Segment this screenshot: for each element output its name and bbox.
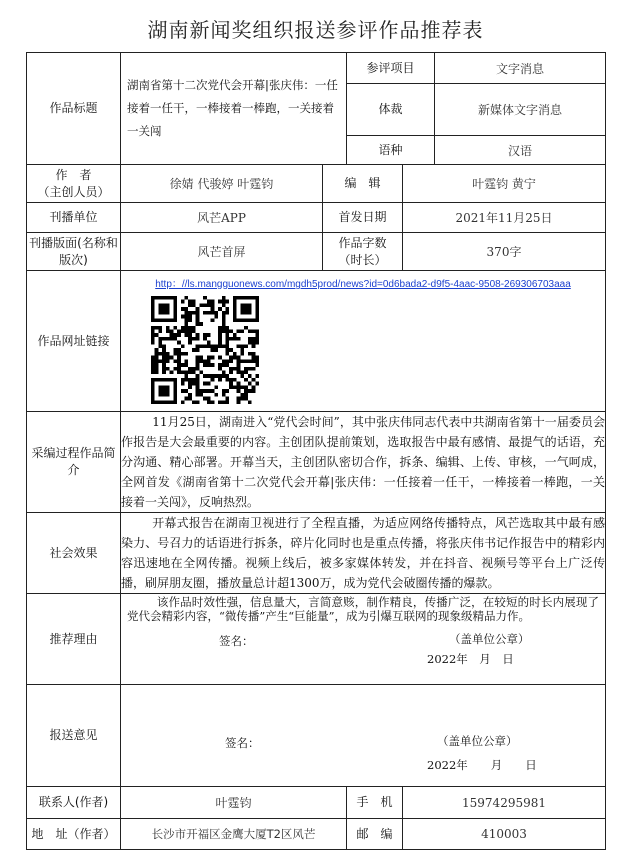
postcode-label: 邮 编 xyxy=(347,819,403,850)
word-count-label-line2: （时长） xyxy=(338,252,387,267)
genre-value: 新媒体文字消息 xyxy=(435,84,606,136)
language-label: 语种 xyxy=(347,136,435,165)
postcode-value: 410003 xyxy=(403,819,606,850)
category-label: 参评项目 xyxy=(347,53,435,84)
author-label-line1: 作 者 xyxy=(55,167,92,182)
address-label: 地 址（作者） xyxy=(27,819,121,850)
layout-label: 刊播版面(名称和版次) xyxy=(27,233,121,271)
work-url-link[interactable]: http：//ls.mangguonews.com/mgdh5prod/news?id=0d6bada2-d9f5-4aac-9508-269306703aaa xyxy=(155,279,571,290)
reason-cell xyxy=(121,594,606,685)
reason-text: 该作品时效性强，信息量大，言简意赅，制作精良，传播广泛，在较短的时长内展现了党代会精彩内容，“微传播”产生“巨能量”，成为引爆互联网的现象级精品力作。 xyxy=(127,595,600,623)
url-label: 作品网址链接 xyxy=(27,271,121,412)
first-date-label: 首发日期 xyxy=(323,203,403,233)
word-count-value: 370字 xyxy=(403,233,606,271)
submit-date: 2022年 月 日 xyxy=(427,758,537,772)
reason-stamp-label: （盖单位公章） xyxy=(449,632,530,646)
effect-label: 社会效果 xyxy=(27,513,121,594)
process-text: 11月25日，湖南进入“党代会时间”，其中张庆伟同志代表中共湖南省第十一届委员会作报告是大会最重要的内容。主创团队提前策划，选取报告中最有感情、最提气的话语，充分沟通、精心部署。开幕当天，主创团队密切合作，拆条、编辑、上传、审核，一气呵成，全网首发《湖南省第十二次党代会开幕|张庆伟：一任接着一任干，一棒接着一棒跑，一关接着一关闯》，反响热烈。 xyxy=(121,412,606,513)
phone-label: 手 机 xyxy=(347,787,403,819)
publisher-label: 刊播单位 xyxy=(27,203,121,233)
submit-stamp-label: （盖单位公章） xyxy=(437,734,518,748)
word-count-label-line1: 作品字数 xyxy=(338,235,387,250)
form-title: 湖南新闻奖组织报送参评作品推荐表 xyxy=(147,18,484,42)
qr-code-icon xyxy=(151,296,259,404)
contact-label: 联系人(作者) xyxy=(27,787,121,819)
submit-sign-label: 签名： xyxy=(225,736,260,750)
language-value: 汉语 xyxy=(435,136,606,165)
submit-label: 报送意见 xyxy=(27,685,121,787)
nomination-form-table xyxy=(26,52,606,850)
first-date-value: 2021年11月25日 xyxy=(403,203,606,233)
editors-value: 叶霆钧 黄宁 xyxy=(403,165,606,203)
genre-label: 体裁 xyxy=(347,84,435,136)
work-title-value: 湖南省第十二次党代会开幕|张庆伟：一任接着一任干，一棒接着一棒跑，一关接着一关闯 xyxy=(121,53,347,165)
category-value: 文字消息 xyxy=(435,53,606,84)
contact-value: 叶霆钧 xyxy=(121,787,347,819)
author-label-line2: （主创人员） xyxy=(37,184,110,199)
layout-value: 风芒首屏 xyxy=(121,233,323,271)
reason-date: 2022年 月 日 xyxy=(427,652,514,666)
address-value: 长沙市开福区金鹰大厦T2区风芒 xyxy=(121,819,347,850)
process-label: 采编过程作品简介 xyxy=(27,412,121,513)
effect-text: 开幕式报告在湖南卫视进行了全程直播，为适应网络传播特点，风芒选取其中最有感染力、号召力的话语进行拆条，碎片化同时也是重点传播，将张庆伟书记作报告中的精彩内容迅速地在全网传播。视频上线后，被多家媒体转发，并在抖音、视频号等平台上广泛传播，刷屏朋友圈，播放量总计超1300万，成为党代会破圈传播的爆款。 xyxy=(121,513,606,594)
author-label xyxy=(27,165,121,203)
authors-value: 徐婧 代骏婷 叶霆钧 xyxy=(121,165,323,203)
publisher-value: 风芒APP xyxy=(121,203,323,233)
submit-cell xyxy=(121,685,606,787)
reason-label: 推荐理由 xyxy=(27,594,121,685)
work-title-label: 作品标题 xyxy=(27,53,121,165)
reason-sign-label: 签名： xyxy=(219,634,254,648)
phone-value: 15974295981 xyxy=(403,787,606,819)
editor-label: 编 辑 xyxy=(323,165,403,203)
word-count-label xyxy=(323,233,403,271)
url-cell xyxy=(121,271,606,412)
